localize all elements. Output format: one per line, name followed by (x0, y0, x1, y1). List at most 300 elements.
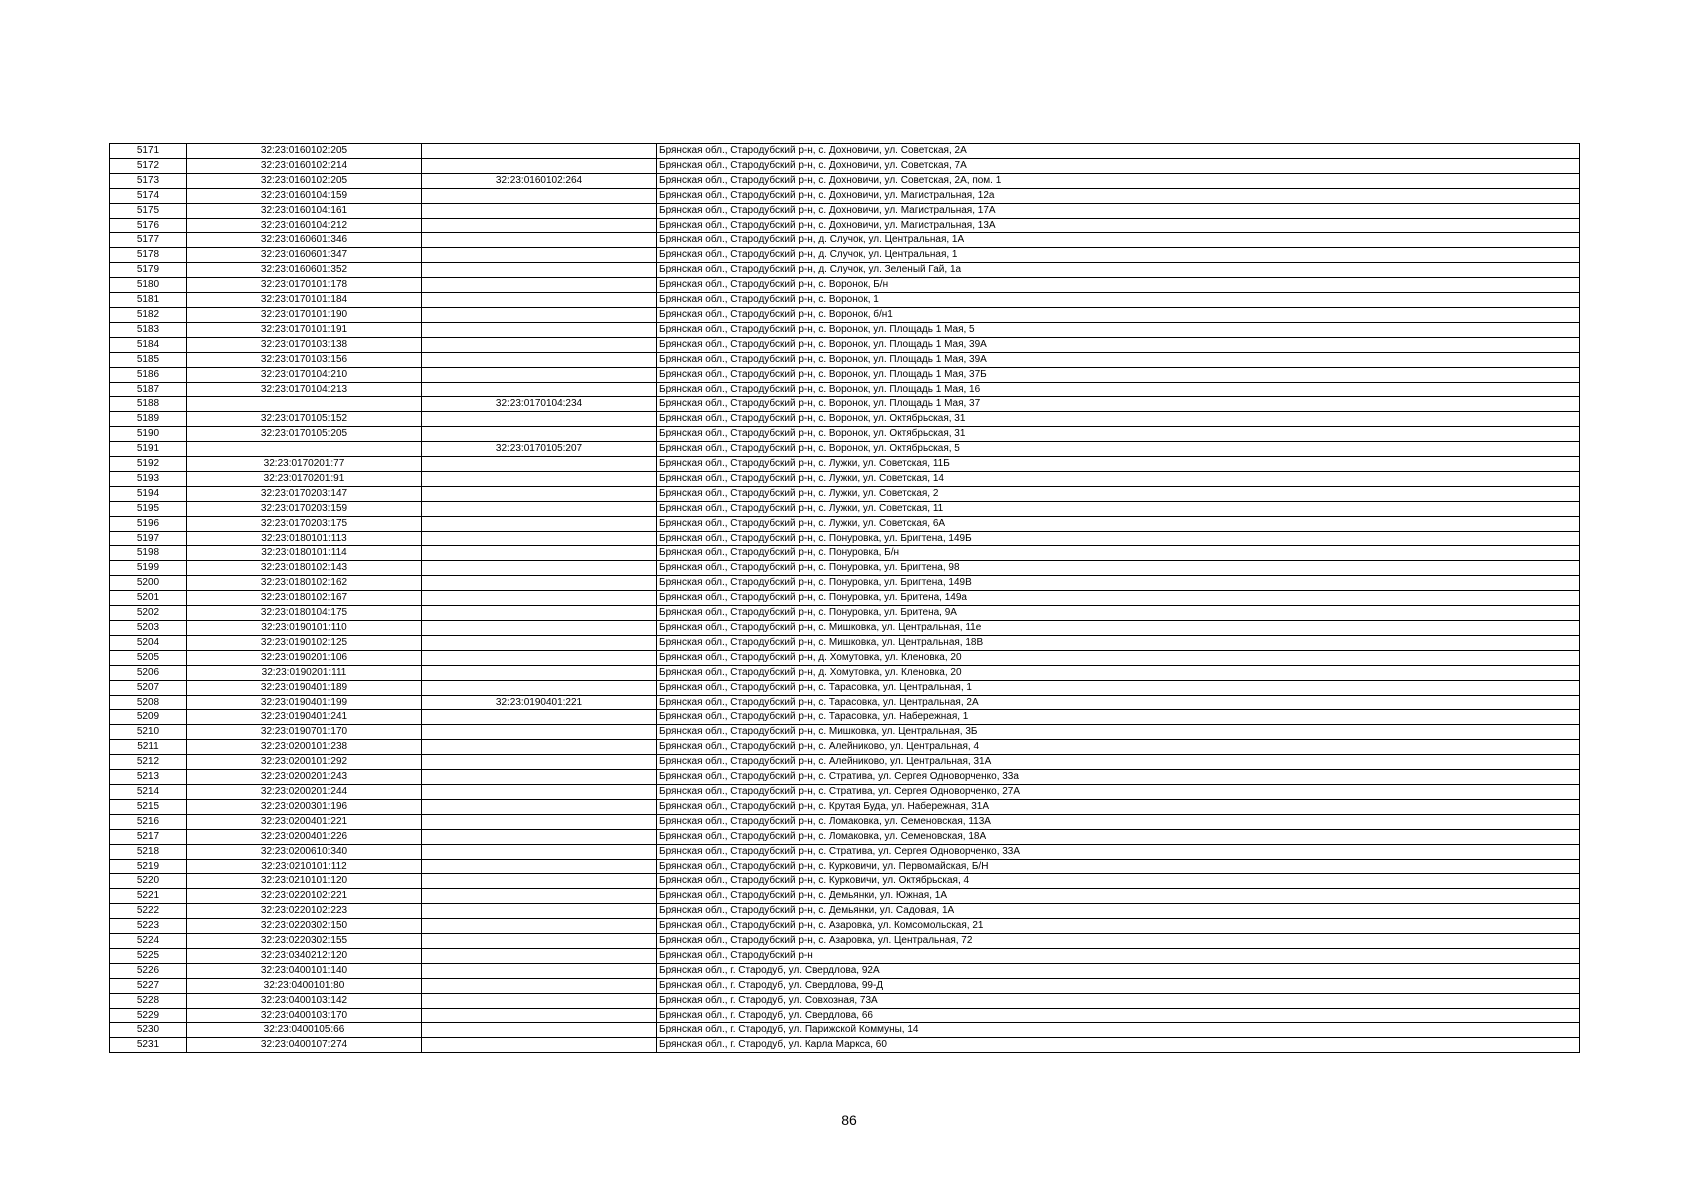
related-cadastral-number-cell (422, 412, 657, 427)
row-number-cell: 5203 (110, 621, 187, 636)
cadastral-number-cell: 32:23:0170203:147 (187, 486, 422, 501)
table-row (110, 814, 1580, 829)
table-row (110, 844, 1580, 859)
row-number-cell: 5193 (110, 471, 187, 486)
address-cell: Брянская обл., Стародубский р-н, с. Воронок, ул. Октябрьская, 5 (657, 442, 1580, 457)
cadastral-number-cell: 32:23:0160102:205 (187, 173, 422, 188)
row-number-cell: 5210 (110, 725, 187, 740)
related-cadastral-number-cell (422, 367, 657, 382)
address-cell: Брянская обл., Стародубский р-н, с. Воронок, 1 (657, 293, 1580, 308)
address-cell: Брянская обл., Стародубский р-н, с. Тарасовка, ул. Центральная, 2А (657, 695, 1580, 710)
table-row (110, 680, 1580, 695)
row-number-cell: 5184 (110, 337, 187, 352)
table-row (110, 591, 1580, 606)
address-cell: Брянская обл., Стародубский р-н, д. Случок, ул. Центральная, 1А (657, 233, 1580, 248)
address-cell: Брянская обл., Стародубский р-н, с. Воронок, ул. Площадь 1 Мая, 39А (657, 352, 1580, 367)
table-row (110, 755, 1580, 770)
row-number-cell: 5229 (110, 1008, 187, 1023)
row-number-cell: 5172 (110, 158, 187, 173)
table-row (110, 293, 1580, 308)
row-number-cell: 5190 (110, 427, 187, 442)
cadastral-number-cell: 32:23:0170103:138 (187, 337, 422, 352)
table-row (110, 442, 1580, 457)
related-cadastral-number-cell (422, 352, 657, 367)
address-cell: Брянская обл., Стародубский р-н, с. Курковичи, ул. Октябрьская, 4 (657, 874, 1580, 889)
address-cell: Брянская обл., Стародубский р-н, с. Ломаковка, ул. Семеновская, 18А (657, 829, 1580, 844)
related-cadastral-number-cell (422, 650, 657, 665)
table-row (110, 501, 1580, 516)
table-row (110, 471, 1580, 486)
table-row (110, 859, 1580, 874)
table-row (110, 829, 1580, 844)
row-number-cell: 5227 (110, 978, 187, 993)
related-cadastral-number-cell (422, 755, 657, 770)
related-cadastral-number-cell (422, 680, 657, 695)
related-cadastral-number-cell (422, 188, 657, 203)
related-cadastral-number-cell (422, 963, 657, 978)
cadastral-number-cell: 32:23:0160102:214 (187, 158, 422, 173)
table-row (110, 621, 1580, 636)
property-register-table (109, 143, 1580, 1053)
address-cell: Брянская обл., Стародубский р-н, с. Дохновичи, ул. Магистральная, 12а (657, 188, 1580, 203)
address-cell: Брянская обл., Стародубский р-н, с. Дохновичи, ул. Советская, 7А (657, 158, 1580, 173)
cadastral-number-cell: 32:23:0170103:156 (187, 352, 422, 367)
table-row (110, 561, 1580, 576)
cadastral-number-cell: 32:23:0180101:113 (187, 531, 422, 546)
table-row (110, 1023, 1580, 1038)
related-cadastral-number-cell (422, 561, 657, 576)
cadastral-number-cell: 32:23:0170105:205 (187, 427, 422, 442)
address-cell: Брянская обл., Стародубский р-н, с. Воронок, ул. Площадь 1 Мая, 39А (657, 337, 1580, 352)
address-cell: Брянская обл., Стародубский р-н, с. Понуровка, ул. Бригтена, 98 (657, 561, 1580, 576)
table-row (110, 889, 1580, 904)
related-cadastral-number-cell (422, 293, 657, 308)
table-row (110, 546, 1580, 561)
row-number-cell: 5189 (110, 412, 187, 427)
table-row (110, 799, 1580, 814)
table-row (110, 919, 1580, 934)
table-row (110, 263, 1580, 278)
cadastral-number-cell: 32:23:0210101:120 (187, 874, 422, 889)
related-cadastral-number-cell (422, 621, 657, 636)
related-cadastral-number-cell (422, 665, 657, 680)
cadastral-number-cell: 32:23:0400101:80 (187, 978, 422, 993)
related-cadastral-number-cell (422, 158, 657, 173)
related-cadastral-number-cell (422, 546, 657, 561)
cadastral-number-cell: 32:23:0180102:167 (187, 591, 422, 606)
cadastral-number-cell: 32:23:0180102:162 (187, 576, 422, 591)
row-number-cell: 5224 (110, 934, 187, 949)
related-cadastral-number-cell (422, 710, 657, 725)
related-cadastral-number-cell (422, 203, 657, 218)
table-row (110, 695, 1580, 710)
cadastral-number-cell: 32:23:0200101:292 (187, 755, 422, 770)
row-number-cell: 5217 (110, 829, 187, 844)
address-cell: Брянская обл., Стародубский р-н, с. Понуровка, ул. Бригтена, 149В (657, 576, 1580, 591)
table-row (110, 248, 1580, 263)
cadastral-number-cell: 32:23:0200201:243 (187, 770, 422, 785)
address-cell: Брянская обл., Стародубский р-н, с. Тарасовка, ул. Центральная, 1 (657, 680, 1580, 695)
cadastral-number-cell (187, 442, 422, 457)
row-number-cell: 5219 (110, 859, 187, 874)
row-number-cell: 5174 (110, 188, 187, 203)
related-cadastral-number-cell (422, 427, 657, 442)
related-cadastral-number-cell (422, 1038, 657, 1053)
row-number-cell: 5225 (110, 948, 187, 963)
address-cell: Брянская обл., Стародубский р-н, д. Хомутовка, ул. Кленовка, 20 (657, 665, 1580, 680)
address-cell: Брянская обл., Стародубский р-н, с. Лужки, ул. Советская, 11Б (657, 457, 1580, 472)
table-row (110, 784, 1580, 799)
related-cadastral-number-cell: 32:23:0170105:207 (422, 442, 657, 457)
cadastral-number-cell: 32:23:0170105:152 (187, 412, 422, 427)
cadastral-number-cell: 32:23:0200201:244 (187, 784, 422, 799)
table-row (110, 352, 1580, 367)
cadastral-number-cell: 32:23:0200101:238 (187, 740, 422, 755)
related-cadastral-number-cell: 32:23:0190401:221 (422, 695, 657, 710)
related-cadastral-number-cell (422, 874, 657, 889)
cadastral-number-cell: 32:23:0190102:125 (187, 635, 422, 650)
address-cell: Брянская обл., г. Стародуб, ул. Парижской Коммуны, 14 (657, 1023, 1580, 1038)
row-number-cell: 5171 (110, 144, 187, 159)
related-cadastral-number-cell (422, 770, 657, 785)
related-cadastral-number-cell (422, 889, 657, 904)
cadastral-number-cell: 32:23:0190201:111 (187, 665, 422, 680)
table-row (110, 382, 1580, 397)
related-cadastral-number-cell (422, 904, 657, 919)
cadastral-number-cell: 32:23:0170201:77 (187, 457, 422, 472)
related-cadastral-number-cell (422, 501, 657, 516)
table-row (110, 203, 1580, 218)
row-number-cell: 5176 (110, 218, 187, 233)
address-cell: Брянская обл., г. Стародуб, ул. Свердлова, 92А (657, 963, 1580, 978)
related-cadastral-number-cell (422, 218, 657, 233)
address-cell: Брянская обл., Стародубский р-н, с. Мишковка, ул. Центральная, 3Б (657, 725, 1580, 740)
address-cell: Брянская обл., Стародубский р-н, с. Лужки, ул. Советская, 2 (657, 486, 1580, 501)
table-row (110, 397, 1580, 412)
address-cell: Брянская обл., Стародубский р-н, с. Воронок, ул. Октябрьская, 31 (657, 427, 1580, 442)
row-number-cell: 5185 (110, 352, 187, 367)
cadastral-number-cell: 32:23:0400107:274 (187, 1038, 422, 1053)
row-number-cell: 5180 (110, 278, 187, 293)
related-cadastral-number-cell (422, 144, 657, 159)
cadastral-number-cell: 32:23:0400103:142 (187, 993, 422, 1008)
address-cell: Брянская обл., Стародубский р-н, с. Воронок, ул. Площадь 1 Мая, 16 (657, 382, 1580, 397)
address-cell: Брянская обл., Стародубский р-н, с. Дохновичи, ул. Магистральная, 17А (657, 203, 1580, 218)
related-cadastral-number-cell: 32:23:0170104:234 (422, 397, 657, 412)
address-cell: Брянская обл., Стародубский р-н, с. Дохновичи, ул. Советская, 2А, пом. 1 (657, 173, 1580, 188)
table-row (110, 740, 1580, 755)
table-row (110, 427, 1580, 442)
related-cadastral-number-cell (422, 948, 657, 963)
row-number-cell: 5188 (110, 397, 187, 412)
cadastral-number-cell: 32:23:0160102:205 (187, 144, 422, 159)
row-number-cell: 5191 (110, 442, 187, 457)
address-cell: Брянская обл., Стародубский р-н, с. Азаровка, ул. Центральная, 72 (657, 934, 1580, 949)
row-number-cell: 5173 (110, 173, 187, 188)
table-row (110, 1008, 1580, 1023)
table-row (110, 665, 1580, 680)
cadastral-number-cell: 32:23:0170104:213 (187, 382, 422, 397)
row-number-cell: 5204 (110, 635, 187, 650)
row-number-cell: 5194 (110, 486, 187, 501)
row-number-cell: 5231 (110, 1038, 187, 1053)
address-cell: Брянская обл., Стародубский р-н, с. Курковичи, ул. Первомайская, Б/Н (657, 859, 1580, 874)
row-number-cell: 5196 (110, 516, 187, 531)
row-number-cell: 5230 (110, 1023, 187, 1038)
related-cadastral-number-cell (422, 471, 657, 486)
cadastral-number-cell: 32:23:0160601:346 (187, 233, 422, 248)
related-cadastral-number-cell (422, 784, 657, 799)
address-cell: Брянская обл., Стародубский р-н, с. Мишковка, ул. Центральная, 18В (657, 635, 1580, 650)
related-cadastral-number-cell (422, 248, 657, 263)
table-row (110, 173, 1580, 188)
related-cadastral-number-cell (422, 993, 657, 1008)
row-number-cell: 5226 (110, 963, 187, 978)
related-cadastral-number-cell (422, 322, 657, 337)
address-cell: Брянская обл., Стародубский р-н, с. Ломаковка, ул. Семеновская, 113А (657, 814, 1580, 829)
related-cadastral-number-cell (422, 486, 657, 501)
row-number-cell: 5179 (110, 263, 187, 278)
table-row (110, 486, 1580, 501)
cadastral-number-cell: 32:23:0170101:190 (187, 307, 422, 322)
row-number-cell: 5220 (110, 874, 187, 889)
cadastral-number-cell: 32:23:0190101:110 (187, 621, 422, 636)
row-number-cell: 5213 (110, 770, 187, 785)
related-cadastral-number-cell (422, 829, 657, 844)
table-row (110, 337, 1580, 352)
related-cadastral-number-cell (422, 919, 657, 934)
table-row (110, 412, 1580, 427)
cadastral-number-cell: 32:23:0160104:161 (187, 203, 422, 218)
table-row (110, 233, 1580, 248)
table-row (110, 874, 1580, 889)
row-number-cell: 5192 (110, 457, 187, 472)
cadastral-number-cell: 32:23:0160104:212 (187, 218, 422, 233)
cadastral-number-cell: 32:23:0180102:143 (187, 561, 422, 576)
related-cadastral-number-cell (422, 382, 657, 397)
table-row (110, 367, 1580, 382)
table-row (110, 218, 1580, 233)
address-cell: Брянская обл., Стародубский р-н, с. Воронок, ул. Площадь 1 Мая, 5 (657, 322, 1580, 337)
row-number-cell: 5197 (110, 531, 187, 546)
row-number-cell: 5201 (110, 591, 187, 606)
cadastral-number-cell: 32:23:0400105:66 (187, 1023, 422, 1038)
cadastral-number-cell: 32:23:0220102:221 (187, 889, 422, 904)
cadastral-number-cell (187, 397, 422, 412)
property-register-table-container (109, 143, 1579, 1053)
table-row (110, 576, 1580, 591)
address-cell: Брянская обл., Стародубский р-н, с. Дохновичи, ул. Советская, 2А (657, 144, 1580, 159)
address-cell: Брянская обл., Стародубский р-н, д. Хомутовка, ул. Кленовка, 20 (657, 650, 1580, 665)
table-row (110, 650, 1580, 665)
row-number-cell: 5228 (110, 993, 187, 1008)
row-number-cell: 5186 (110, 367, 187, 382)
cadastral-number-cell: 32:23:0170104:210 (187, 367, 422, 382)
row-number-cell: 5207 (110, 680, 187, 695)
address-cell: Брянская обл., Стародубский р-н, с. Понуровка, Б/н (657, 546, 1580, 561)
table-row (110, 278, 1580, 293)
address-cell: Брянская обл., Стародубский р-н, с. Алейниково, ул. Центральная, 4 (657, 740, 1580, 755)
table-row (110, 948, 1580, 963)
cadastral-number-cell: 32:23:0160601:352 (187, 263, 422, 278)
table-row (110, 307, 1580, 322)
address-cell: Брянская обл., Стародубский р-н, с. Мишковка, ул. Центральная, 11е (657, 621, 1580, 636)
table-row (110, 993, 1580, 1008)
cadastral-number-cell: 32:23:0170101:184 (187, 293, 422, 308)
row-number-cell: 5187 (110, 382, 187, 397)
address-cell: Брянская обл., Стародубский р-н, с. Понуровка, ул. Бригтена, 149Б (657, 531, 1580, 546)
table-body (110, 144, 1580, 1053)
cadastral-number-cell: 32:23:0180104:175 (187, 606, 422, 621)
related-cadastral-number-cell (422, 978, 657, 993)
address-cell: Брянская обл., г. Стародуб, ул. Свердлова, 66 (657, 1008, 1580, 1023)
row-number-cell: 5181 (110, 293, 187, 308)
address-cell: Брянская обл., Стародубский р-н, с. Стратива, ул. Сергея Одноворченко, 33А (657, 844, 1580, 859)
related-cadastral-number-cell (422, 531, 657, 546)
address-cell: Брянская обл., Стародубский р-н, с. Азаровка, ул. Комсомольская, 21 (657, 919, 1580, 934)
related-cadastral-number-cell (422, 307, 657, 322)
cadastral-number-cell: 32:23:0170201:91 (187, 471, 422, 486)
row-number-cell: 5178 (110, 248, 187, 263)
row-number-cell: 5218 (110, 844, 187, 859)
address-cell: Брянская обл., Стародубский р-н, с. Тарасовка, ул. Набережная, 1 (657, 710, 1580, 725)
related-cadastral-number-cell (422, 844, 657, 859)
cadastral-number-cell: 32:23:0220302:150 (187, 919, 422, 934)
table-row (110, 158, 1580, 173)
address-cell: Брянская обл., Стародубский р-н (657, 948, 1580, 963)
row-number-cell: 5208 (110, 695, 187, 710)
row-number-cell: 5221 (110, 889, 187, 904)
cadastral-number-cell: 32:23:0160104:159 (187, 188, 422, 203)
related-cadastral-number-cell (422, 799, 657, 814)
address-cell: Брянская обл., Стародубский р-н, с. Лужки, ул. Советская, 14 (657, 471, 1580, 486)
row-number-cell: 5199 (110, 561, 187, 576)
address-cell: Брянская обл., Стародубский р-н, с. Алейниково, ул. Центральная, 31А (657, 755, 1580, 770)
cadastral-number-cell: 32:23:0200401:221 (187, 814, 422, 829)
table-row (110, 770, 1580, 785)
cadastral-number-cell: 32:23:0190401:241 (187, 710, 422, 725)
row-number-cell: 5211 (110, 740, 187, 755)
row-number-cell: 5206 (110, 665, 187, 680)
cadastral-number-cell: 32:23:0220102:223 (187, 904, 422, 919)
row-number-cell: 5209 (110, 710, 187, 725)
cadastral-number-cell: 32:23:0190401:189 (187, 680, 422, 695)
related-cadastral-number-cell (422, 278, 657, 293)
cadastral-number-cell: 32:23:0200401:226 (187, 829, 422, 844)
related-cadastral-number-cell (422, 457, 657, 472)
cadastral-number-cell: 32:23:0340212:120 (187, 948, 422, 963)
table-row (110, 963, 1580, 978)
table-row (110, 1038, 1580, 1053)
row-number-cell: 5177 (110, 233, 187, 248)
address-cell: Брянская обл., Стародубский р-н, с. Демьянки, ул. Садовая, 1А (657, 904, 1580, 919)
address-cell: Брянская обл., Стародубский р-н, с. Лужки, ул. Советская, 6А (657, 516, 1580, 531)
table-row (110, 725, 1580, 740)
table-row (110, 322, 1580, 337)
address-cell: Брянская обл., г. Стародуб, ул. Карла Маркса, 60 (657, 1038, 1580, 1053)
address-cell: Брянская обл., Стародубский р-н, с. Крутая Буда, ул. Набережная, 31А (657, 799, 1580, 814)
cadastral-number-cell: 32:23:0190201:106 (187, 650, 422, 665)
related-cadastral-number-cell: 32:23:0160102:264 (422, 173, 657, 188)
address-cell: Брянская обл., Стародубский р-н, с. Воронок, ул. Площадь 1 Мая, 37 (657, 397, 1580, 412)
table-row (110, 516, 1580, 531)
related-cadastral-number-cell (422, 814, 657, 829)
row-number-cell: 5222 (110, 904, 187, 919)
cadastral-number-cell: 32:23:0160601:347 (187, 248, 422, 263)
cadastral-number-cell: 32:23:0170101:178 (187, 278, 422, 293)
cadastral-number-cell: 32:23:0220302:155 (187, 934, 422, 949)
table-row (110, 144, 1580, 159)
row-number-cell: 5205 (110, 650, 187, 665)
related-cadastral-number-cell (422, 740, 657, 755)
address-cell: Брянская обл., Стародубский р-н, с. Воронок, ул. Октябрьская, 31 (657, 412, 1580, 427)
table-row (110, 934, 1580, 949)
row-number-cell: 5212 (110, 755, 187, 770)
cadastral-number-cell: 32:23:0210101:112 (187, 859, 422, 874)
row-number-cell: 5175 (110, 203, 187, 218)
related-cadastral-number-cell (422, 591, 657, 606)
table-row (110, 188, 1580, 203)
related-cadastral-number-cell (422, 1008, 657, 1023)
address-cell: Брянская обл., Стародубский р-н, с. Воронок, Б/н (657, 278, 1580, 293)
row-number-cell: 5183 (110, 322, 187, 337)
cadastral-number-cell: 32:23:0400101:140 (187, 963, 422, 978)
address-cell: Брянская обл., Стародубский р-н, с. Лужки, ул. Советская, 11 (657, 501, 1580, 516)
cadastral-number-cell: 32:23:0170101:191 (187, 322, 422, 337)
related-cadastral-number-cell (422, 576, 657, 591)
address-cell: Брянская обл., Стародубский р-н, с. Демьянки, ул. Южная, 1А (657, 889, 1580, 904)
address-cell: Брянская обл., г. Стародуб, ул. Совхозная, 73А (657, 993, 1580, 1008)
address-cell: Брянская обл., Стародубский р-н, с. Понуровка, ул. Бритена, 9А (657, 606, 1580, 621)
related-cadastral-number-cell (422, 233, 657, 248)
row-number-cell: 5195 (110, 501, 187, 516)
related-cadastral-number-cell (422, 337, 657, 352)
row-number-cell: 5215 (110, 799, 187, 814)
related-cadastral-number-cell (422, 859, 657, 874)
cadastral-number-cell: 32:23:0170203:175 (187, 516, 422, 531)
address-cell: Брянская обл., Стародубский р-н, с. Воронок, б/н1 (657, 307, 1580, 322)
address-cell: Брянская обл., Стародубский р-н, д. Случок, ул. Зеленый Гай, 1а (657, 263, 1580, 278)
table-row (110, 531, 1580, 546)
related-cadastral-number-cell (422, 606, 657, 621)
related-cadastral-number-cell (422, 635, 657, 650)
table-row (110, 606, 1580, 621)
row-number-cell: 5214 (110, 784, 187, 799)
address-cell: Брянская обл., Стародубский р-н, д. Случок, ул. Центральная, 1 (657, 248, 1580, 263)
table-row (110, 904, 1580, 919)
row-number-cell: 5198 (110, 546, 187, 561)
related-cadastral-number-cell (422, 934, 657, 949)
row-number-cell: 5223 (110, 919, 187, 934)
address-cell: Брянская обл., г. Стародуб, ул. Свердлова, 99-Д (657, 978, 1580, 993)
related-cadastral-number-cell (422, 1023, 657, 1038)
related-cadastral-number-cell (422, 263, 657, 278)
cadastral-number-cell: 32:23:0190401:199 (187, 695, 422, 710)
row-number-cell: 5182 (110, 307, 187, 322)
page-number: 86 (841, 1112, 857, 1128)
address-cell: Брянская обл., Стародубский р-н, с. Стратива, ул. Сергея Одноворченко, 27А (657, 784, 1580, 799)
table-row (110, 635, 1580, 650)
related-cadastral-number-cell (422, 725, 657, 740)
cadastral-number-cell: 32:23:0180101:114 (187, 546, 422, 561)
address-cell: Брянская обл., Стародубский р-н, с. Дохновичи, ул. Магистральная, 13А (657, 218, 1580, 233)
table-row (110, 978, 1580, 993)
cadastral-number-cell: 32:23:0200301:196 (187, 799, 422, 814)
row-number-cell: 5216 (110, 814, 187, 829)
cadastral-number-cell: 32:23:0400103:170 (187, 1008, 422, 1023)
cadastral-number-cell: 32:23:0170203:159 (187, 501, 422, 516)
address-cell: Брянская обл., Стародубский р-н, с. Стратива, ул. Сергея Одноворченко, 33а (657, 770, 1580, 785)
